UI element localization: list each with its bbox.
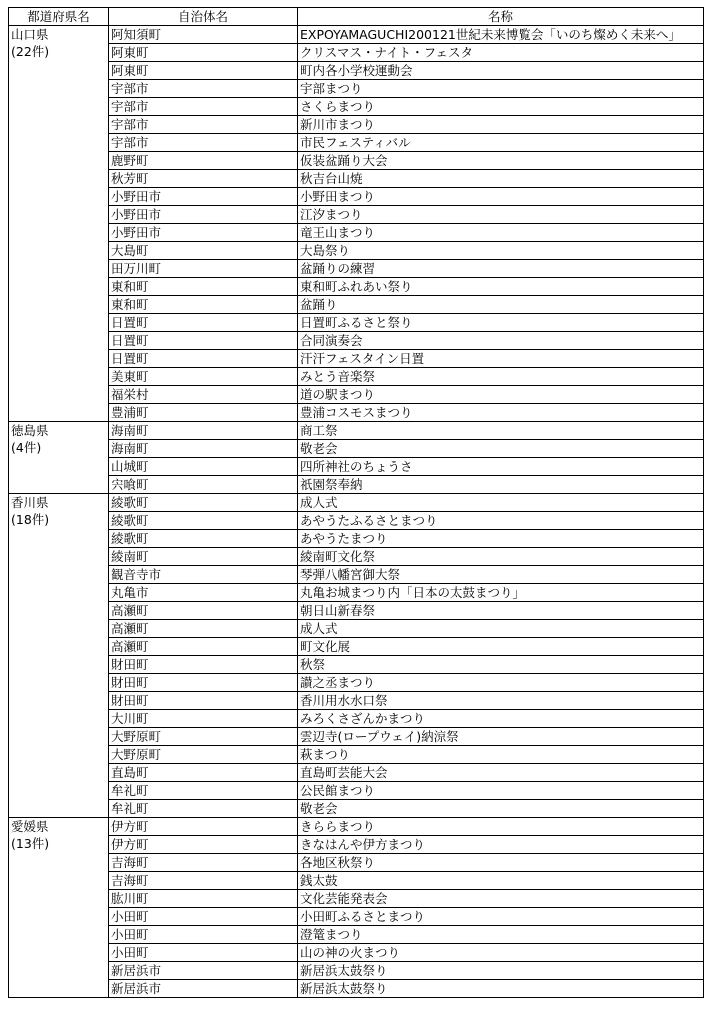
table-row bbox=[9, 332, 704, 350]
prefecture-name: 愛媛県 bbox=[11, 819, 49, 834]
event-name-cell: 香川用水水口祭 bbox=[298, 692, 704, 710]
event-name-cell: 汗汗フェスタイン日置 bbox=[298, 350, 704, 368]
municipality-cell: 綾歌町 bbox=[109, 512, 298, 530]
event-name-cell: 秋祭 bbox=[298, 656, 704, 674]
event-name-cell: 道の駅まつり bbox=[298, 386, 704, 404]
municipality-cell: 高瀬町 bbox=[109, 638, 298, 656]
table-row bbox=[9, 242, 704, 260]
event-name-cell: きなはんや伊方まつり bbox=[298, 836, 704, 854]
event-name-cell: 山の神の火まつり bbox=[298, 944, 704, 962]
event-name-cell: 新居浜太鼓祭り bbox=[298, 980, 704, 998]
table-row bbox=[9, 134, 704, 152]
municipality-cell: 日置町 bbox=[109, 332, 298, 350]
event-name-cell: 市民フェスティバル bbox=[298, 134, 704, 152]
event-name-cell: 文化芸能発表会 bbox=[298, 890, 704, 908]
event-name-cell: 秋吉台山焼 bbox=[298, 170, 704, 188]
table-row bbox=[9, 512, 704, 530]
table-row bbox=[9, 908, 704, 926]
table-row bbox=[9, 872, 704, 890]
prefecture-name: 香川県 bbox=[11, 495, 49, 510]
event-name-cell: 祇園祭奉納 bbox=[298, 476, 704, 494]
event-name-cell: 公民館まつり bbox=[298, 782, 704, 800]
municipality-cell: 宇部市 bbox=[109, 98, 298, 116]
municipality-cell: 阿東町 bbox=[109, 62, 298, 80]
event-name-cell: 朝日山新春祭 bbox=[298, 602, 704, 620]
municipality-cell: 小田町 bbox=[109, 926, 298, 944]
municipality-cell: 宇部市 bbox=[109, 80, 298, 98]
table-row bbox=[9, 620, 704, 638]
municipality-cell: 小田町 bbox=[109, 944, 298, 962]
municipality-cell: 直島町 bbox=[109, 764, 298, 782]
municipality-cell: 宍喰町 bbox=[109, 476, 298, 494]
municipality-cell: 山城町 bbox=[109, 458, 298, 476]
municipality-cell: 日置町 bbox=[109, 350, 298, 368]
table-row bbox=[9, 314, 704, 332]
table-row bbox=[9, 548, 704, 566]
prefecture-count: (13件) bbox=[11, 836, 50, 851]
table-row bbox=[9, 170, 704, 188]
table-row bbox=[9, 674, 704, 692]
prefecture-count: (22件) bbox=[11, 44, 50, 59]
event-name-cell: 盆踊り bbox=[298, 296, 704, 314]
table-row bbox=[9, 728, 704, 746]
table-row bbox=[9, 656, 704, 674]
table-row bbox=[9, 854, 704, 872]
event-name-cell: 商工祭 bbox=[298, 422, 704, 440]
prefecture-cell bbox=[9, 818, 109, 998]
table-row bbox=[9, 476, 704, 494]
municipality-cell: 大野原町 bbox=[109, 728, 298, 746]
municipality-cell: 海南町 bbox=[109, 440, 298, 458]
municipality-cell: 財田町 bbox=[109, 674, 298, 692]
event-name-cell: クリスマス・ナイト・フェスタ bbox=[298, 44, 704, 62]
municipality-cell: 新居浜市 bbox=[109, 980, 298, 998]
table-row bbox=[9, 638, 704, 656]
event-name-cell: 各地区秋祭り bbox=[298, 854, 704, 872]
table-row bbox=[9, 530, 704, 548]
event-name-cell: 成人式 bbox=[298, 620, 704, 638]
event-name-cell: 直島町芸能大会 bbox=[298, 764, 704, 782]
municipality-cell: 宇部市 bbox=[109, 134, 298, 152]
municipality-cell: 宇部市 bbox=[109, 116, 298, 134]
table-row bbox=[9, 62, 704, 80]
table-row bbox=[9, 278, 704, 296]
table-row bbox=[9, 764, 704, 782]
municipality-cell: 福栄村 bbox=[109, 386, 298, 404]
event-name-cell: 敬老会 bbox=[298, 800, 704, 818]
table-row bbox=[9, 260, 704, 278]
event-name-cell: 新川市まつり bbox=[298, 116, 704, 134]
event-name-cell: きららまつり bbox=[298, 818, 704, 836]
table-row bbox=[9, 206, 704, 224]
municipality-cell: 小野田市 bbox=[109, 224, 298, 242]
table-row bbox=[9, 494, 704, 512]
table-body bbox=[9, 26, 704, 998]
event-name-cell: 澄篭まつり bbox=[298, 926, 704, 944]
event-name-cell: 小野田まつり bbox=[298, 188, 704, 206]
table-row bbox=[9, 458, 704, 476]
table-row bbox=[9, 746, 704, 764]
table-row bbox=[9, 566, 704, 584]
table-row bbox=[9, 782, 704, 800]
municipality-cell: 新居浜市 bbox=[109, 962, 298, 980]
event-name-cell: 綾南町文化祭 bbox=[298, 548, 704, 566]
prefecture-cell bbox=[9, 26, 109, 422]
event-name-cell: 敬老会 bbox=[298, 440, 704, 458]
event-name-cell: 大島祭り bbox=[298, 242, 704, 260]
events-table bbox=[8, 7, 704, 998]
event-name-cell: 丸亀お城まつり内「日本の太鼓まつり」 bbox=[298, 584, 704, 602]
municipality-cell: 大川町 bbox=[109, 710, 298, 728]
municipality-cell: 観音寺市 bbox=[109, 566, 298, 584]
prefecture-count: (4件) bbox=[11, 440, 42, 455]
municipality-cell: 大島町 bbox=[109, 242, 298, 260]
table-row bbox=[9, 440, 704, 458]
event-name-cell: みとう音楽祭 bbox=[298, 368, 704, 386]
municipality-cell: 吉海町 bbox=[109, 872, 298, 890]
municipality-cell: 吉海町 bbox=[109, 854, 298, 872]
event-name-cell: 四所神社のちょうさ bbox=[298, 458, 704, 476]
municipality-cell: 田万川町 bbox=[109, 260, 298, 278]
table-row bbox=[9, 980, 704, 998]
table-row bbox=[9, 404, 704, 422]
table-row bbox=[9, 116, 704, 134]
municipality-cell: 小野田市 bbox=[109, 188, 298, 206]
table-row bbox=[9, 152, 704, 170]
municipality-cell: 美東町 bbox=[109, 368, 298, 386]
event-name-cell: さくらまつり bbox=[298, 98, 704, 116]
table-row bbox=[9, 296, 704, 314]
municipality-cell: 牟礼町 bbox=[109, 782, 298, 800]
table-row bbox=[9, 710, 704, 728]
table-row bbox=[9, 422, 704, 440]
municipality-cell: 阿東町 bbox=[109, 44, 298, 62]
municipality-cell: 小野田市 bbox=[109, 206, 298, 224]
event-name-cell: 町内各小学校運動会 bbox=[298, 62, 704, 80]
prefecture-count: (18件) bbox=[11, 512, 50, 527]
table-row bbox=[9, 926, 704, 944]
event-name-cell: あやうたふるさとまつり bbox=[298, 512, 704, 530]
prefecture-cell bbox=[9, 422, 109, 494]
table-row bbox=[9, 80, 704, 98]
table-row bbox=[9, 890, 704, 908]
municipality-cell: 秋芳町 bbox=[109, 170, 298, 188]
municipality-cell: 鹿野町 bbox=[109, 152, 298, 170]
table-row bbox=[9, 350, 704, 368]
event-name-cell: みろくさざんかまつり bbox=[298, 710, 704, 728]
event-name-cell: 町文化展 bbox=[298, 638, 704, 656]
table-row bbox=[9, 836, 704, 854]
header-row bbox=[9, 8, 704, 26]
event-name-cell: あやうたまつり bbox=[298, 530, 704, 548]
table-row bbox=[9, 188, 704, 206]
municipality-cell: 綾歌町 bbox=[109, 530, 298, 548]
event-name-cell: 合同演奏会 bbox=[298, 332, 704, 350]
municipality-cell: 綾南町 bbox=[109, 548, 298, 566]
municipality-cell: 牟礼町 bbox=[109, 800, 298, 818]
municipality-cell: 阿知須町 bbox=[109, 26, 298, 44]
table-row bbox=[9, 368, 704, 386]
municipality-cell: 肱川町 bbox=[109, 890, 298, 908]
header-event-name: 名称 bbox=[298, 8, 704, 26]
municipality-cell: 東和町 bbox=[109, 278, 298, 296]
event-name-cell: 成人式 bbox=[298, 494, 704, 512]
event-name-cell: 日置町ふるさと祭り bbox=[298, 314, 704, 332]
event-name-cell: 江汐まつり bbox=[298, 206, 704, 224]
municipality-cell: 伊方町 bbox=[109, 836, 298, 854]
municipality-cell: 東和町 bbox=[109, 296, 298, 314]
table-row bbox=[9, 44, 704, 62]
header-prefecture: 都道府県名 bbox=[9, 8, 109, 26]
municipality-cell: 高瀬町 bbox=[109, 602, 298, 620]
table-row bbox=[9, 962, 704, 980]
event-name-cell: 讃之丞まつり bbox=[298, 674, 704, 692]
event-name-cell: 雲辺寺(ロープウェイ)納涼祭 bbox=[298, 728, 704, 746]
table-row bbox=[9, 584, 704, 602]
event-name-cell: 琴弾八幡宮御大祭 bbox=[298, 566, 704, 584]
prefecture-name: 徳島県 bbox=[11, 423, 49, 438]
event-name-cell: 東和町ふれあい祭り bbox=[298, 278, 704, 296]
event-name-cell: 宇部まつり bbox=[298, 80, 704, 98]
municipality-cell: 綾歌町 bbox=[109, 494, 298, 512]
table-row bbox=[9, 98, 704, 116]
municipality-cell: 大野原町 bbox=[109, 746, 298, 764]
event-name-cell: 仮装盆踊り大会 bbox=[298, 152, 704, 170]
table-row bbox=[9, 944, 704, 962]
municipality-cell: 丸亀市 bbox=[109, 584, 298, 602]
header-municipality: 自治体名 bbox=[109, 8, 298, 26]
event-name-cell: EXPOYAMAGUCHI200121世紀未来博覧会「いのち燦めく未来へ」 bbox=[298, 26, 704, 44]
event-name-cell: 銭太鼓 bbox=[298, 872, 704, 890]
table-row bbox=[9, 602, 704, 620]
table-row bbox=[9, 818, 704, 836]
municipality-cell: 財田町 bbox=[109, 656, 298, 674]
prefecture-name: 山口県 bbox=[11, 27, 49, 42]
municipality-cell: 高瀬町 bbox=[109, 620, 298, 638]
event-name-cell: 豊浦コスモスまつり bbox=[298, 404, 704, 422]
table-row bbox=[9, 800, 704, 818]
table-row bbox=[9, 692, 704, 710]
municipality-cell: 海南町 bbox=[109, 422, 298, 440]
event-name-cell: 小田町ふるさとまつり bbox=[298, 908, 704, 926]
event-name-cell: 盆踊りの練習 bbox=[298, 260, 704, 278]
event-name-cell: 竜王山まつり bbox=[298, 224, 704, 242]
table-row bbox=[9, 224, 704, 242]
event-name-cell: 新居浜太鼓祭り bbox=[298, 962, 704, 980]
table-row bbox=[9, 386, 704, 404]
prefecture-cell bbox=[9, 494, 109, 818]
municipality-cell: 伊方町 bbox=[109, 818, 298, 836]
municipality-cell: 豊浦町 bbox=[109, 404, 298, 422]
municipality-cell: 財田町 bbox=[109, 692, 298, 710]
municipality-cell: 日置町 bbox=[109, 314, 298, 332]
municipality-cell: 小田町 bbox=[109, 908, 298, 926]
event-name-cell: 萩まつり bbox=[298, 746, 704, 764]
